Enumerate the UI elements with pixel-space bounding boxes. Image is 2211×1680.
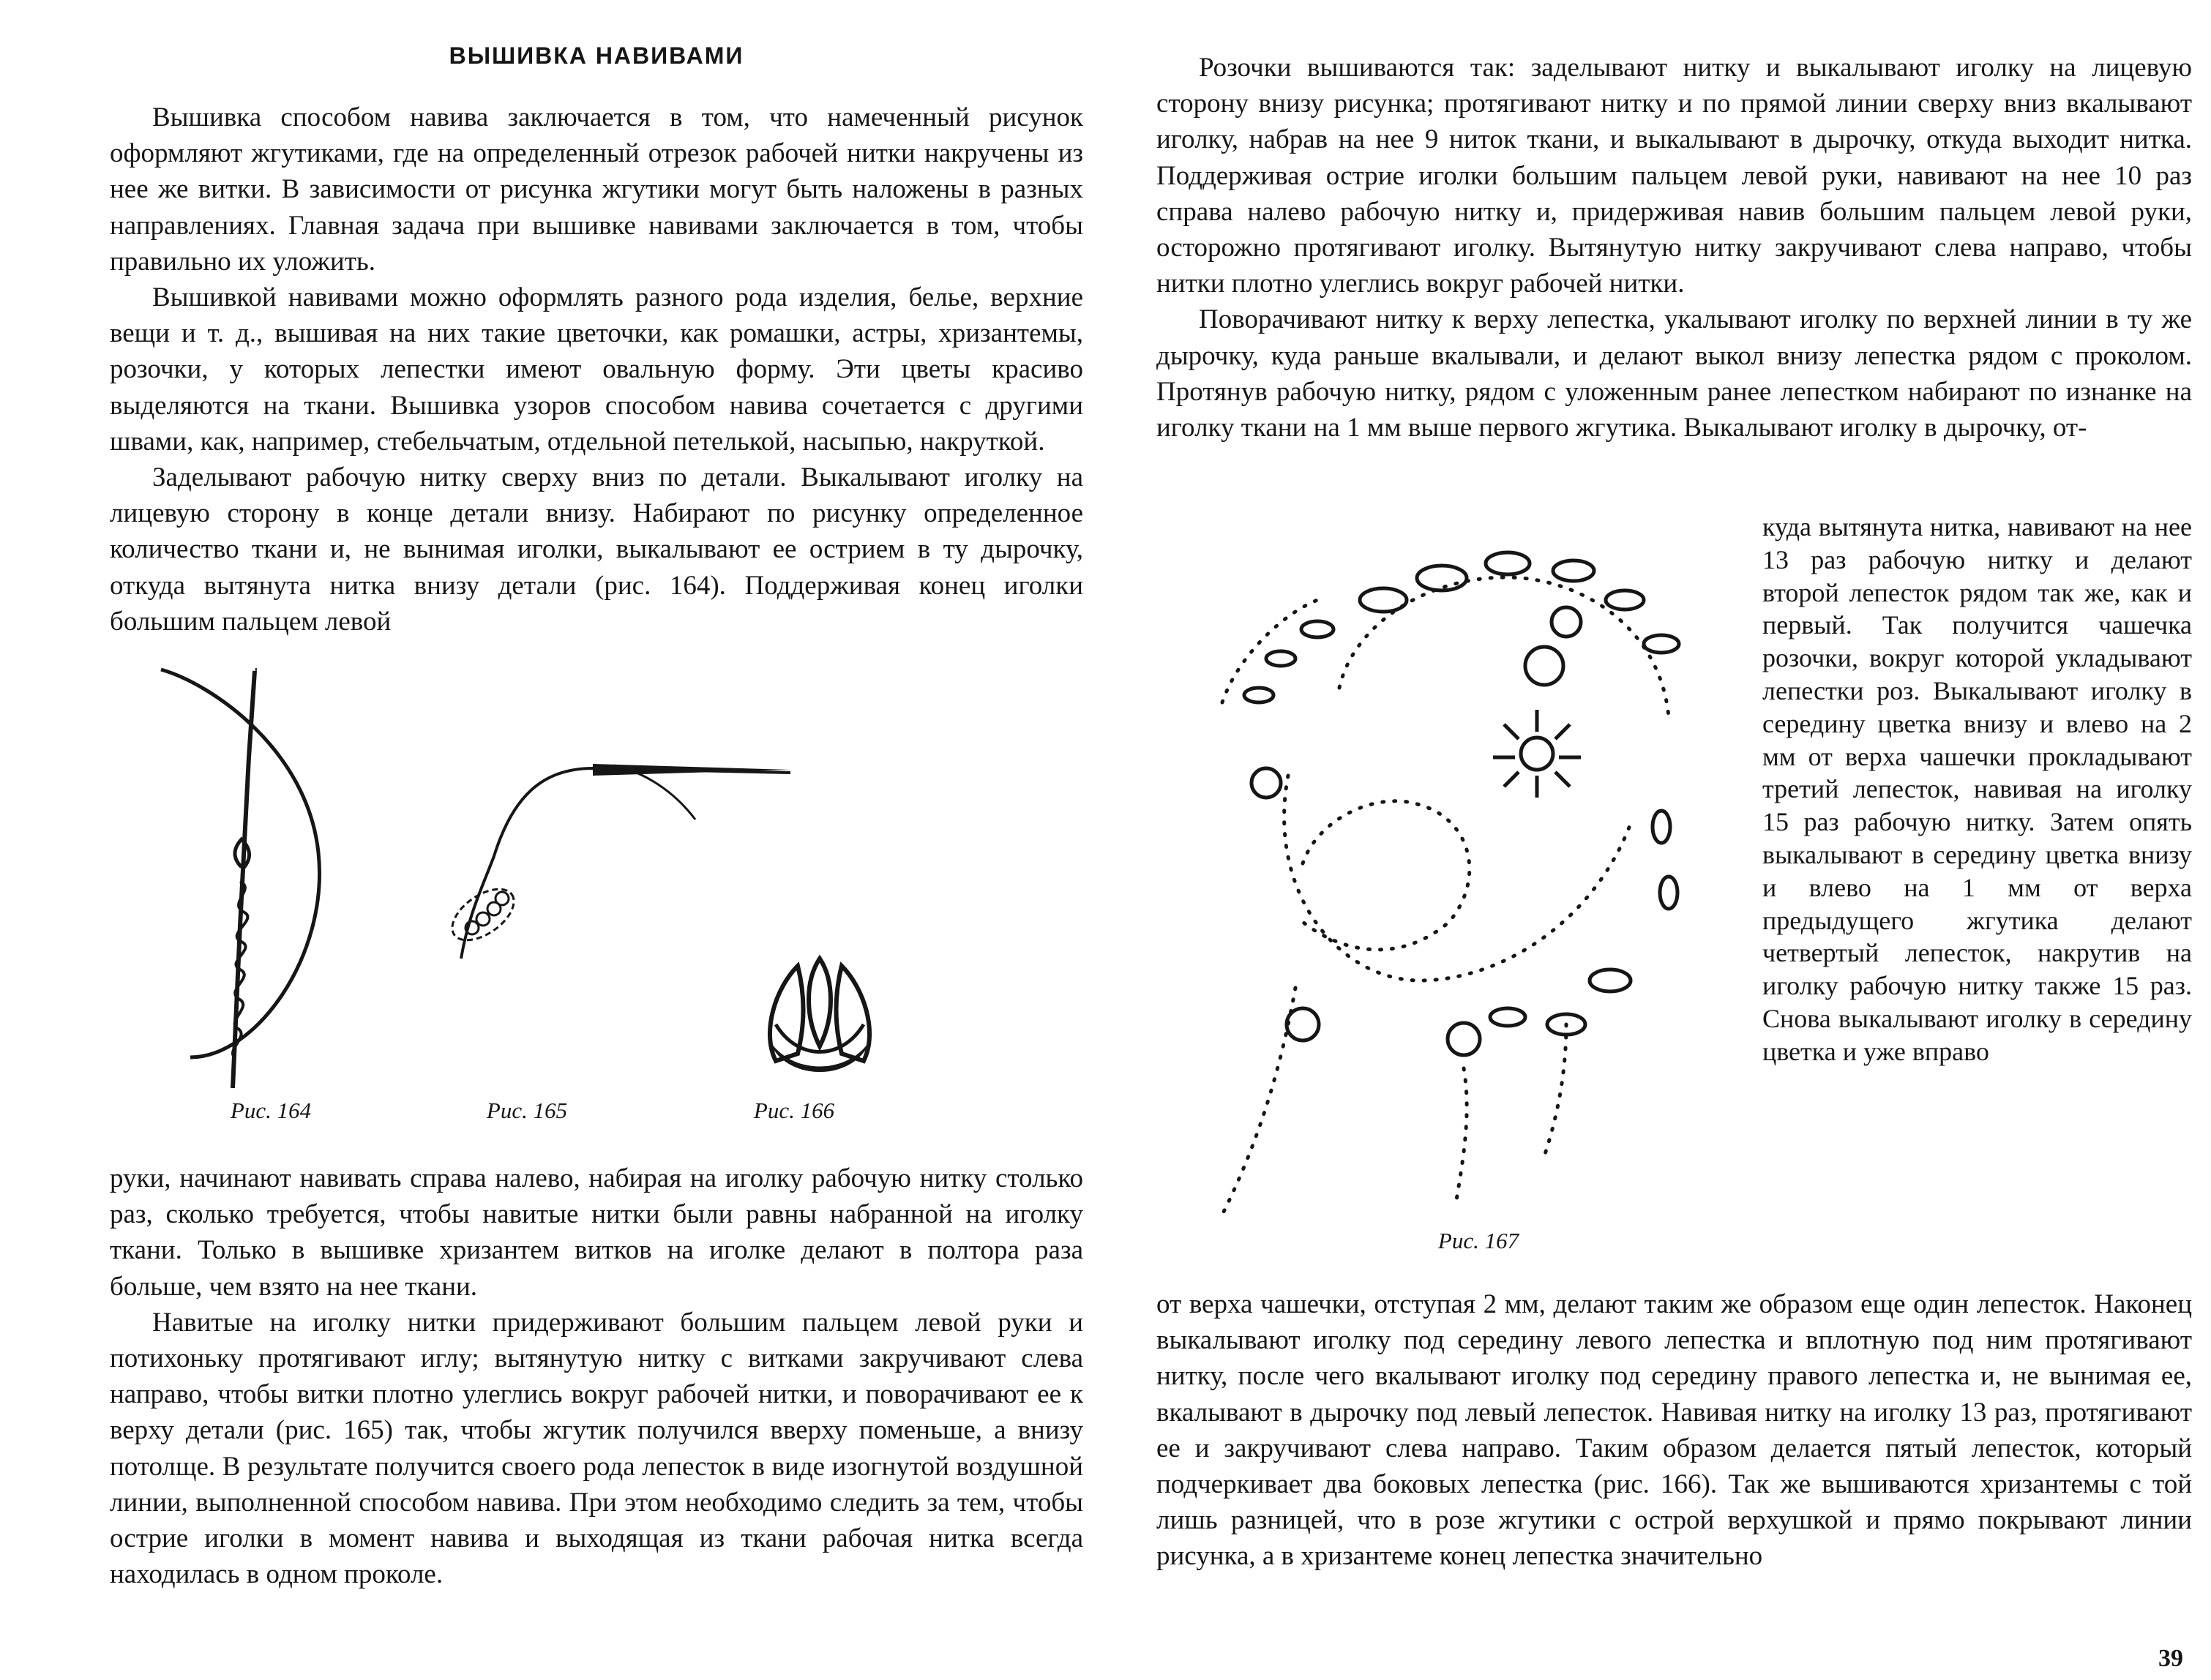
paragraph: куда вытянута нитка, навивают на нее 13 раз рабочую нитку и делают второй лепесток рядом так же, как и первый. Так получится чашечка розочки, вокруг которой укладывают лепестки роз. Выкалывают иголку в середину цветка внизу и влево на 2 мм от верха чашечки прокладывают третий лепесток, навивая на иголку 15 раз рабочую нитку. Затем опять выкалывают в середину цветка внизу и влево на 1 мм от верха предыдущего жгутика делают четвертый лепесток, накрутив на иголку рабочую нитку также 15 раз. Снова выкалывают иголку в середину цветка и уже вправо <box>1762 512 2192 1066</box>
right-page <box>1112 0 2211 1680</box>
page-number: 39 <box>2158 1645 2183 1672</box>
paragraph: Поворачивают нитку к верху лепестка, укалывают иголку по верхней линии в ту же дырочку, куда раньше вкалывали, и делают выкол внизу лепестка рядом с проколом. Протянув рабочую нитку, рядом с уложенным ранее лепестком набирают по изнанке на иголку ткани на 1 мм выше первого жгутика. Выкалывают иголку в дырочку, от- <box>1156 304 2192 443</box>
paragraph: от верха чашечки, отступая 2 мм, делают таким же образом еще один лепесток. Наконец выкалывают иголку под середину левого лепестка и вплотную под ним протягивают нитку, после чего вкалывают иголку под середину правого лепестка и, не вынимая ее, вкалывают в дырочку под левый лепесток. Навивая нитку на иголку 13 раз, протягивают ее и закручивают слева направо. Таким образом делается пятый лепесток, который подчеркивает два боковых лепестка (рис. 166). Так же вышиваются хризантемы с той лишь разницей, что в розе жгутики с острой верхушкой и прямо покрывают линии рисунка, а в хризантеме конец лепестка значительно <box>1156 1289 2192 1572</box>
paragraph: Вышивкой навивами можно оформлять разного рода изделия, белье, верхние вещи и т. д., вышивая на них такие цветочки, как ромашки, астры, хризантемы, розочки, у которых лепестки имеют овальную форму. Эти цветы красиво выделяются на ткани. Вышивка узоров способом навива сочетается с другими швами, как, например, стебельчатым, отдельной петелькой, насыпью, накруткой. <box>110 282 1083 457</box>
left-text-top <box>110 100 1083 640</box>
paragraph: Розочки вышиваются так: заделывают нитку и выкалывают иголку на лицевую сторону внизу рисунка; протягивают нитку и по прямой линии сверху вниз вкалывают иголку, набрав на нее 9 ниток ткани, и выкалывают в дырочку, откуда выходит нитка. Поддерживая острие иголки большим пальцем левой руки, навивают на нее 10 раз справа налево рабочую нитку и, придерживая навив большим пальцем левой руки, осторожно протягивают иголку. Вытянутую нитку закручивают слева направо, чтобы нитки плотно улеглись вокруг рабочей нитки. <box>1156 53 2192 299</box>
left-page <box>0 0 1105 1680</box>
paragraph: Вышивка способом навива заключается в том, что намеченный рисунок оформляют жгутиками, где на определенный отрезок рабочей нитки накручены из нее же витки. В зависимости от рисунка жгутики могут быть наложены в разных направлениях. Главная задача при вышивке навивами заключается в том, чтобы правильно их уложить. <box>110 102 1083 277</box>
paragraph: руки, начинают навивать справа налево, набирая на иголку рабочую нитку столько раз, сколько требуется, чтобы навитые нитки были равны набранной на иголку ткани. Только в вышивке хризантем витков на иголке делают в полтора раза больше, чем взято на нее ткани. <box>110 1163 1083 1302</box>
figure-166-illustration <box>754 951 886 1083</box>
section-title: ВЫШИВКА НАВИВАМИ <box>449 42 744 69</box>
figure-166-caption: Рис. 166 <box>753 1098 835 1123</box>
figure-165-caption: Рис. 165 <box>486 1098 568 1123</box>
right-text-bottom <box>1156 1286 2192 1575</box>
figure-164-illustration <box>146 662 337 1094</box>
left-text-bottom <box>110 1160 1083 1592</box>
figure-167-caption: Рис. 167 <box>1437 1228 1519 1253</box>
right-text-side <box>1762 511 2192 1068</box>
figure-164-caption: Рис. 164 <box>230 1098 312 1123</box>
paragraph: Навитые на иголку нитки придерживают большим пальцем левой руки и потихоньку протягивают иглу; вытянутую нитку с витками закручивают слева направо, чтобы витки плотно улеглись вокруг рабочей нитки, и поворачивают ее к верху детали (рис. 165) так, чтобы жгутик получился вверху поменьше, а внизу потолще. В результате получится своего рода лепесток в виде изогнутой воздушной линии, выполненной способом навива. При этом необходимо следить за тем, чтобы острие иголки в момент навива и выходящая из ткани рабочая нитка всегда находилась в одном проколе. <box>110 1307 1083 1590</box>
figure-167-illustration <box>1156 512 1757 1237</box>
paragraph: Заделывают рабочую нитку сверху вниз по детали. Выкалывают иголку на лицевую сторону в конце детали внизу. Набирают по рисунку определенное количество ткани и, не вынимая иголки, выкалывают ее острием в ту дырочку, откуда вытянута нитка внизу детали (рис. 164). Поддерживая конец иголки большим пальцем левой <box>110 462 1083 637</box>
figure-165-illustration <box>439 739 805 988</box>
right-text-top <box>1156 50 2192 446</box>
